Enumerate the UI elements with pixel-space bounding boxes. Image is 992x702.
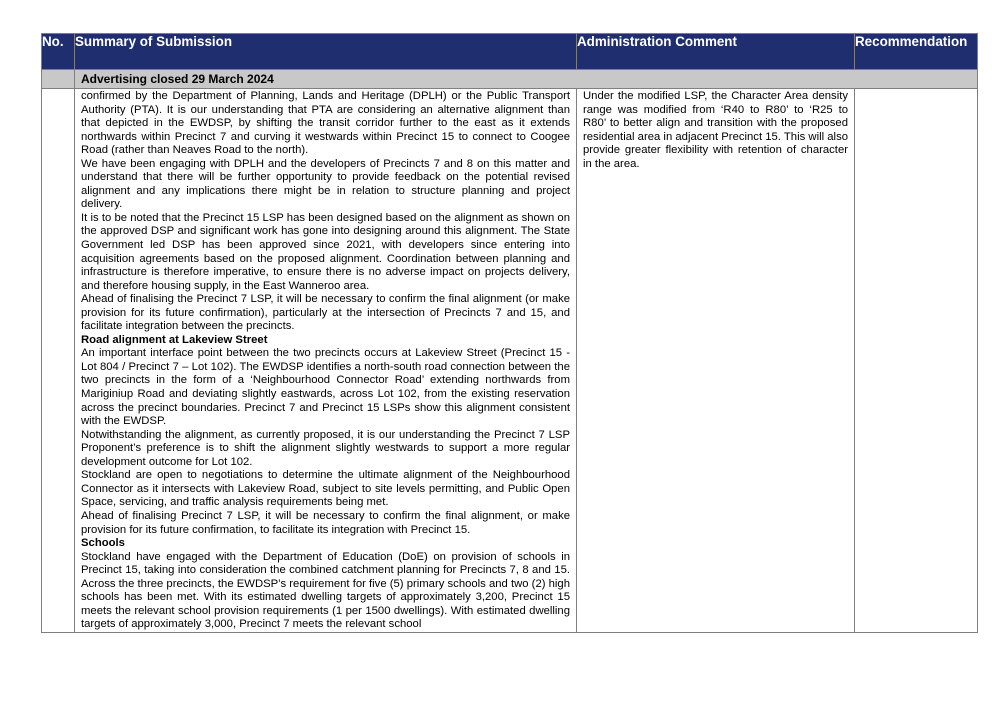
section-no-cell: [42, 70, 75, 89]
table-header-row: [42, 34, 978, 70]
summary-paragraph: Ahead of finalising the Precinct 7 LSP, it will be necessary to confirm the final alignment (or make provision for its future confirmation), particularly at the intersection of Precincts 7 and 15, and facilitate integration between the precincts.: [81, 293, 570, 333]
summary-paragraph: Stockland have engaged with the Department of Education (DoE) on provision of schools in Precinct 15, taking into consideration the combined catchment planning for Precincts 7, 8 and 15. Across the three precincts, the EWDSP’s requirement for five (5) primary schools and two (2) high schools has been met. With its estimated dwelling targets of approximately 3,200, Precinct 15 meets the relevant school provision requirements (1 per 1500 dwellings). With estimated dwelling targets of approximately 3,000, Precinct 7 meets the relevant school: [81, 550, 570, 631]
section-label: Advertising closed 29 March 2024: [75, 70, 978, 89]
summary-paragraph: An important interface point between the two precincts occurs at Lakeview Street (Precinct 15 - Lot 804 / Precinct 7 – Lot 102). The EWDSP identifies a north-south road connection between the two precincts in the form of a ‘Neighbourhood Connector Road’ extending northwards from Mariginiup Road and deviating slightly eastwards, across Lot 102, from the existing reservation across the precinct boundaries. Precinct 7 and Precinct 15 LSPs show this alignment consistent with the EWDSP.: [81, 347, 570, 428]
summary-paragraph: It is to be noted that the Precinct 15 LSP has been designed based on the alignment as shown on the approved DSP and significant work has gone into designing around this alignment. The State Government led DSP has been approved since 2021, with developers since entering into acquisition agreements based on the proposed alignment. Coordination between planning and infrastructure is therefore imperative, to ensure there is no adverse impact on projects delivery, and therefore housing supply, in the East Wanneroo area.: [81, 211, 570, 292]
summary-subheading: Schools: [81, 537, 125, 550]
header-summary: Summary of Submission: [75, 34, 577, 70]
summary-paragraph: We have been engaging with DPLH and the developers of Precincts 7 and 8 on this matter and understand that there will be further opportunity to provide feedback on the potential revised alignment and any implications there might be in relation to structure planning and project delivery.: [81, 157, 570, 211]
summary-paragraph: Notwithstanding the alignment, as currently proposed, it is our understanding the Precinct 7 LSP Proponent’s preference is to shift the alignment slightly westwards to support a more regular development outcome for Lot 102.: [81, 428, 570, 468]
section-row: [42, 70, 978, 89]
comment-text: Under the modified LSP, the Character Area density range was modified from ‘R40 to R80’ to ‘R25 to R80’ to better align and transition with the proposed residential area in adjacent Precinct 15. This will also provide greater flexibility with retention of character in the area.: [583, 90, 848, 170]
summary-subheading: Road alignment at Lakeview Street: [81, 333, 268, 346]
submissions-table: [41, 33, 978, 633]
summary-paragraph: Ahead of finalising Precinct 7 LSP, it will be necessary to confirm the final alignment, or make provision for its future confirmation, to facilitate its integration with Precinct 15.: [81, 509, 570, 536]
summary-paragraph: confirmed by the Department of Planning, Lands and Heritage (DPLH) or the Public Transport Authority (PTA). It is our understanding that PTA are considering an alternative alignment than that depicted in the EWDSP, by shifting the transit corridor further to the east as it extends northwards within Precinct 7 and curving it westwards within Precinct 15 to connect to Coogee Road (rather than Neaves Road to the north).: [81, 90, 570, 157]
header-no: No.: [42, 34, 75, 70]
comment-cell: [577, 89, 855, 633]
header-recommendation: Recommendation: [855, 34, 978, 70]
row-no: [42, 89, 75, 633]
header-comment: Administration Comment: [577, 34, 855, 70]
recommendation-cell: [855, 89, 978, 633]
summary-cell: [75, 89, 577, 633]
recommendation-text: [855, 89, 977, 90]
summary-paragraph: Stockland are open to negotiations to determine the ultimate alignment of the Neighbourhood Connector as it intersects with Lakeview Road, subject to site levels permitting, and Public Open Space, servicing, and traffic analysis requirements being met.: [81, 469, 570, 509]
summary-text: [75, 89, 576, 632]
table-row: [42, 89, 978, 633]
